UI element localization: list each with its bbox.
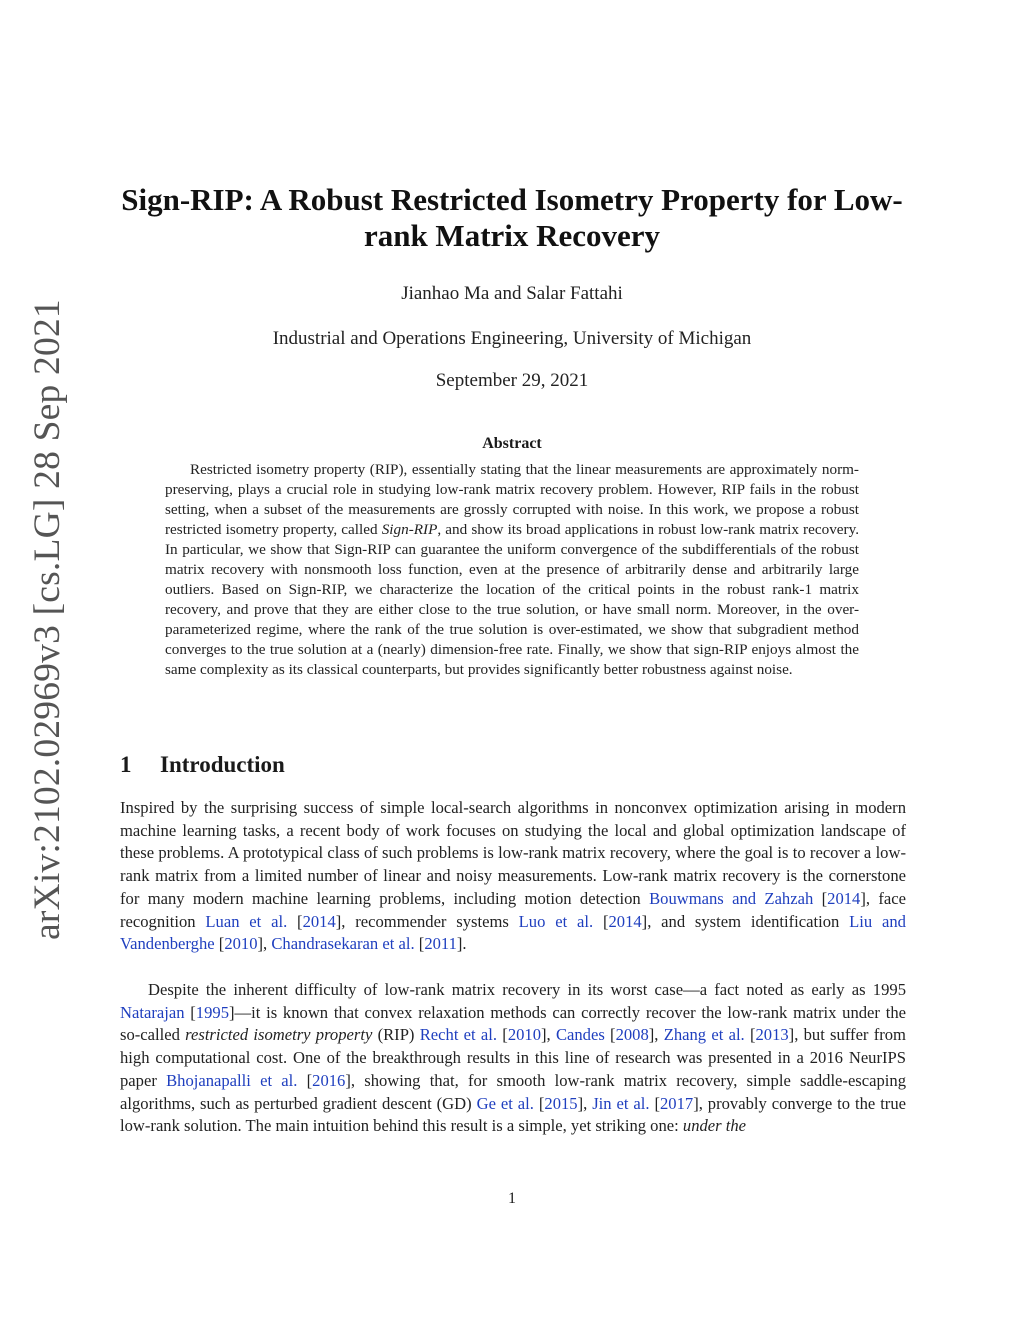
citation-link[interactable]: Natarajan <box>120 1002 185 1022</box>
citation-year-link[interactable]: 2014 <box>302 911 336 931</box>
body-text: (RIP) <box>372 1025 420 1045</box>
body-text: , provably converge to the true low-rank solution. The main intuition behind this result is a simple, yet striking one: <box>120 1093 906 1136</box>
citation-year-link[interactable]: 2014 <box>827 888 861 908</box>
body-text: , recommender systems <box>341 911 519 931</box>
body-text: , <box>583 1093 593 1113</box>
body-text: , <box>263 934 272 954</box>
body-text: , <box>654 1025 664 1045</box>
citation-year-link[interactable]: 2013 <box>755 1025 789 1045</box>
citation-link[interactable]: Chandrasekaran et al. <box>271 934 415 954</box>
citation-year-link[interactable]: 2016 <box>312 1070 346 1090</box>
intro-paragraph-1: Inspired by the surprising success of simple local-search algorithms in nonconvex optimization arising in modern machine learning tasks, a recent body of work focuses on studying the local and global optimization landscape of these problems. A prototypical class of such problems is low-rank matrix recovery, where the goal is to recover a low-rank matrix from a limited number of linear and noisy measurements. Low-rank matrix recovery is the cornerstone for many modern machine learning problems, including motion detection Bouwmans and Zahzah [2014], face recognition Luan et al. [2014], recommender systems Luo et al. [2014], and system identification Liu and Vandenberghe [2010], Chandrasekaran et al. [2011]. <box>120 798 906 954</box>
abstract-body <box>165 460 859 680</box>
emphasis-text: restricted isometry property <box>185 1025 373 1045</box>
arxiv-identifier: arXiv:2102.02969v3 [cs.LG] 28 Sep 2021 <box>27 299 68 940</box>
citation-year-link[interactable]: 2014 <box>608 911 642 931</box>
section-title: Introduction <box>160 752 285 777</box>
abstract-heading: Abstract <box>482 435 542 452</box>
citation-year-link[interactable]: 2017 <box>660 1093 694 1113</box>
emphasis-text: under the <box>682 1116 747 1136</box>
body-text: . <box>462 934 467 954</box>
citation-link[interactable]: Bhojanapalli et al. <box>166 1070 298 1090</box>
body-text: Inspired by the surprising success of simple local-search algorithms in nonconvex optimization arising in modern machine learning tasks, a recent body of work focuses on studying the local and global optimization landscape of these problems. A prototypical class of such problems is low-rank matrix recovery, where the goal is to recover a low-rank matrix from a limited number of linear and noisy measurements. Low-rank matrix recovery is the cornerstone for many modern machine learning problems, including motion detection <box>120 798 906 908</box>
citation-year-link[interactable]: 2008 <box>615 1025 649 1045</box>
citation-link[interactable]: Luan et al. <box>205 911 288 931</box>
body-text: Despite the inherent difficulty of low-rank matrix recovery in its worst case—a fact noted as early as 1995 <box>148 980 906 999</box>
body-text: , showing that, for smooth low-rank matrix recovery, simple saddle-escaping algorithms, such as perturbed gradient descent (GD) <box>120 1070 906 1113</box>
citation-link[interactable]: Ge et al. <box>476 1093 534 1113</box>
citation-link[interactable]: Luo et al. <box>518 911 594 931</box>
citation-year-link[interactable]: 2010 <box>507 1025 541 1045</box>
intro-paragraph-2: Despite the inherent difficulty of low-rank matrix recovery in its worst case—a fact noted as early as 1995 Natarajan [1995]—it is known that convex relaxation methods can correctly recover the low-rank matrix under the so-called restricted isometry property (RIP) Recht et al. [2010], Candes [2008], Zhang et al. [2013], but suffer from high computational cost. One of the breakthrough results in this line of research was presented in a 2016 NeurIPS paper Bhojanapalli et al. [2016], showing that, for smooth low-rank matrix recovery, simple saddle-escaping algorithms, such as perturbed gradient descent (GD) Ge et al. [2015], Jin et al. [2017], provably converge to the true low-rank solution. The main intuition behind this result is a simple, yet striking one: under the <box>120 980 906 1136</box>
page-number: 1 <box>508 1190 516 1207</box>
body-text: —it is known that convex relaxation methods can correctly recover the low-rank matrix under the so-called <box>120 1002 906 1045</box>
body-text: , and system identification <box>647 911 850 931</box>
citation-year-link[interactable]: 2011 <box>424 934 457 954</box>
paper-date: September 29, 2021 <box>435 370 589 391</box>
body-text: , but suffer from high computational cost. One of the breakthrough results in this line of research was presented in a 2016 NeurIPS paper <box>120 1025 906 1090</box>
abstract-text: , and show its broad applications in robust low-rank matrix recovery. In particular, we show that Sign-RIP can guarantee the uniform convergence of the subdifferentials of the robust matrix recovery with nonsmooth loss function, even at the presence of arbitrarily dense and arbitrarily large outliers. Based on Sign-RIP, we characterize the location of the critical points in the robust rank-1 matrix recovery, and prove that they are either close to the true solution, or have small norm. Moreover, in the over-parameterized regime, where the rank of the true solution is over-estimated, we show that subgradient method converges to the true solution at a (nearly) dimension-free rate. Finally, we show that sign-RIP enjoys almost the same complexity as its classical counterparts, but provides significantly better robustness against noise. <box>165 521 859 678</box>
citation-link[interactable]: Recht et al. <box>419 1025 498 1045</box>
citation-link[interactable]: Jin et al. <box>592 1093 650 1113</box>
citation-link[interactable]: Zhang et al. <box>663 1025 745 1045</box>
abstract-text: Restricted isometry property (RIP), essentially stating that the linear measurements are approximately norm-preserving, plays a crucial role in studying low-rank matrix recovery problem. However, RIP fails in the robust setting, when a subset of the measurements are grossly corrupted with noise. In this work, we propose a robust restricted isometry property, called <box>165 461 859 538</box>
section-number: 1 <box>120 752 132 777</box>
citation-link[interactable]: Bouwmans and Zahzah <box>649 888 814 908</box>
paper-affiliation: Industrial and Operations Engineering, University of Michigan <box>272 328 752 349</box>
citation-year-link[interactable]: 2010 <box>224 934 258 954</box>
paper-authors: Jianhao Ma and Salar Fattahi <box>401 283 623 304</box>
abstract-emphasis: Sign-RIP <box>381 521 438 538</box>
citation-link[interactable]: Liu and Vandenberghe <box>120 911 906 954</box>
citation-year-link[interactable]: 2015 <box>544 1093 578 1113</box>
section-heading-introduction <box>120 752 720 778</box>
paper-title: Sign-RIP: A Robust Restricted Isometry Property for Low-rank Matrix Recovery <box>121 182 903 253</box>
body-text: , <box>546 1025 556 1045</box>
citation-year-link[interactable]: 1995 <box>195 1002 229 1022</box>
citation-link[interactable]: Candes <box>555 1025 605 1045</box>
body-text: , face recognition <box>120 888 906 931</box>
